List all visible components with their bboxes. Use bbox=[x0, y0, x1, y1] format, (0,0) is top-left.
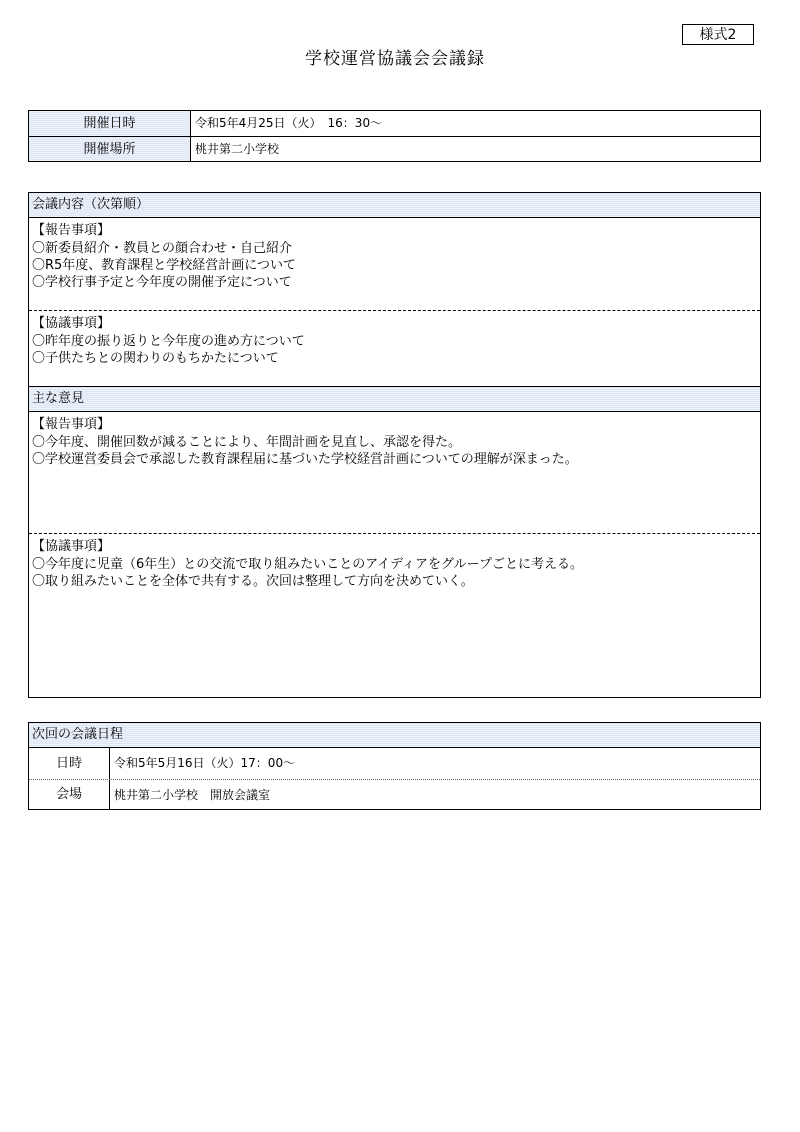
list-item: 〇今年度に児童（6年生）との交流で取り組みたいことのアイディアをグループごとに考える。 bbox=[32, 557, 584, 572]
list-item: 〇学校行事予定と今年度の開催予定について bbox=[32, 275, 292, 290]
datetime-label: 開催日時 bbox=[29, 111, 191, 136]
list-item: 〇取り組みたいことを全体で共有する。次回は整理して方向を決めていく。 bbox=[32, 574, 474, 589]
place-row bbox=[29, 136, 760, 161]
opinions-discussion-heading: 【協議事項】 bbox=[32, 539, 111, 554]
place-label: 開催場所 bbox=[29, 137, 191, 161]
opinions-report-heading: 【報告事項】 bbox=[32, 417, 111, 432]
list-item: 〇今年度、開催回数が減ることにより、年間計画を見直し、承認を得た。 bbox=[32, 435, 462, 450]
list-item: 〇新委員紹介・教員との顔合わせ・自己紹介 bbox=[32, 241, 293, 256]
form-number-box: 様式2 bbox=[682, 24, 754, 45]
list-item: 〇昨年度の振り返りと今年度の進め方について bbox=[32, 334, 305, 349]
next-date-label: 日時 bbox=[29, 748, 110, 779]
agenda-header: 会議内容（次第順） bbox=[29, 193, 760, 218]
next-date-value: 令和5年5月16日（火）17：00～ bbox=[114, 756, 296, 770]
meeting-info-table bbox=[28, 110, 761, 162]
datetime-row bbox=[29, 111, 760, 136]
next-meeting-table bbox=[28, 722, 761, 810]
next-meeting-header: 次回の会議日程 bbox=[29, 723, 760, 748]
place-value: 桃井第二小学校 bbox=[195, 142, 280, 156]
datetime-value: 令和5年4月25日（火） 16：30～ bbox=[195, 116, 383, 130]
agenda-discussion-heading: 【協議事項】 bbox=[32, 316, 111, 331]
list-item: 〇学校運営委員会で承認した教育課程届に基づいた学校経営計画についての理解が深まった。 bbox=[32, 452, 578, 467]
agenda-discussion-section bbox=[29, 310, 760, 386]
next-place-value: 桃井第二小学校 開放会議室 bbox=[114, 788, 271, 802]
opinions-discussion-section bbox=[29, 533, 760, 590]
next-place-label: 会場 bbox=[29, 780, 110, 809]
agenda-report-heading: 【報告事項】 bbox=[32, 223, 111, 238]
next-date-row bbox=[29, 748, 760, 779]
page-title: 学校運営協議会会議録 bbox=[305, 49, 485, 69]
list-item: 〇子供たちとの関わりのもちかたについて bbox=[32, 351, 279, 366]
list-item: 〇R5年度、教育課程と学校経営計画について bbox=[32, 258, 297, 273]
opinions-report-section bbox=[29, 412, 760, 533]
minutes-table bbox=[28, 192, 761, 698]
agenda-report-section bbox=[29, 218, 760, 310]
next-place-row bbox=[29, 779, 760, 809]
opinions-header: 主な意見 bbox=[29, 386, 760, 412]
